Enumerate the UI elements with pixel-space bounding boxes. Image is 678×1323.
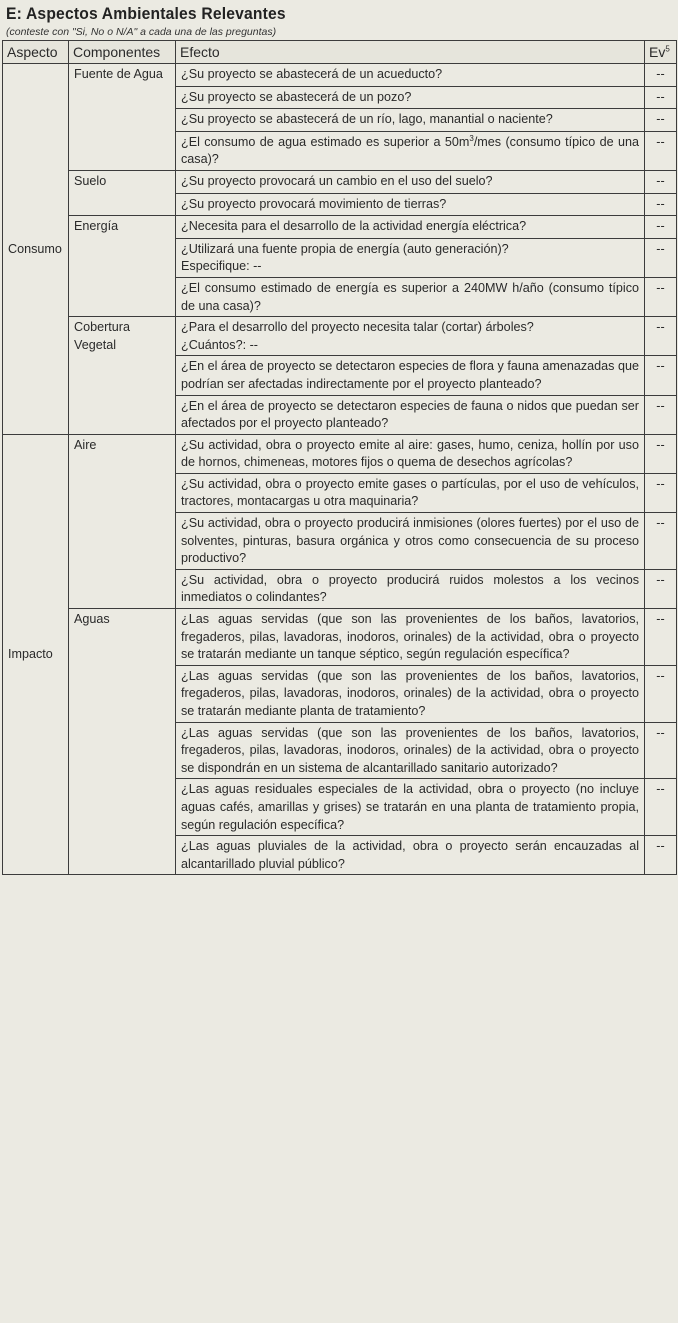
efecto-cell bbox=[176, 131, 645, 170]
ev-answer-cell: -- bbox=[645, 569, 677, 608]
efecto-specify-line: ¿Cuántos?: -- bbox=[181, 337, 258, 352]
ev-answer-cell: -- bbox=[645, 170, 677, 193]
ev-answer-cell: -- bbox=[645, 277, 677, 316]
efecto-text: ¿Su proyecto provocará movimiento de tierras? bbox=[181, 196, 447, 211]
efecto-text: ¿Su actividad, obra o proyecto emite al aire: gases, humo, ceniza, hollín por uso de hornos, chimeneas, motores fijos o quema de desechos agrícolas? bbox=[181, 437, 639, 470]
efecto-text-cont: /mes (consumo típico de una casa)? bbox=[181, 134, 639, 167]
efecto-cell bbox=[176, 473, 645, 512]
efecto-text: ¿Las aguas servidas (que son las provenientes de los baños, lavatorios, fregaderos, pilas, lavadoras, inodoros, orinales) de la actividad, obra o proyecto se tratarán mediante planta de tratamiento? bbox=[181, 668, 639, 718]
table-row bbox=[3, 216, 677, 239]
header-ev-label: Ev bbox=[649, 44, 666, 60]
ev-answer-cell: -- bbox=[645, 722, 677, 779]
ev-answer-cell: -- bbox=[645, 356, 677, 395]
ev-answer-cell: -- bbox=[645, 109, 677, 132]
componente-cell: Aire bbox=[69, 434, 176, 608]
efecto-text: ¿Su proyecto se abastecerá de un pozo? bbox=[181, 89, 412, 104]
efecto-cell bbox=[176, 216, 645, 239]
componente-cell: Suelo bbox=[69, 170, 176, 215]
ev-answer-cell: -- bbox=[645, 434, 677, 473]
efecto-superscript: 3 bbox=[469, 133, 474, 143]
efecto-cell bbox=[176, 513, 645, 570]
efecto-text: ¿Su actividad, obra o proyecto producirá ruidos molestos a los vecinos inmediatos o colindantes? bbox=[181, 572, 639, 605]
efecto-cell bbox=[176, 86, 645, 109]
section-instruction: (conteste con "Si, No o N/A" a cada una de las preguntas) bbox=[6, 26, 277, 38]
efecto-text: ¿El consumo de agua estimado es superior a 50m bbox=[181, 134, 470, 149]
ev-answer-cell: -- bbox=[645, 193, 677, 216]
componente-cell: Aguas bbox=[69, 609, 176, 875]
table-row bbox=[3, 170, 677, 193]
ev-answer-cell: -- bbox=[645, 836, 677, 875]
efecto-specify-line: Especifique: -- bbox=[181, 259, 262, 274]
efecto-cell bbox=[176, 109, 645, 132]
aspecto-cell: Consumo bbox=[3, 64, 69, 435]
efecto-text: ¿Las aguas servidas (que son las provenientes de los baños, lavatorios, fregaderos, pilas, lavadoras, inodoros, orinales) de la actividad, obra o proyecto se tratarán mediante un tanque séptico, según regulación específica? bbox=[181, 612, 639, 662]
componente-cell: Fuente de Agua bbox=[69, 64, 176, 171]
efecto-cell bbox=[176, 64, 645, 87]
efecto-text: ¿Su actividad, obra o proyecto emite gases o partículas, por el uso de vehículos, tractores, montacargas u otra maquinaria? bbox=[181, 476, 639, 509]
efecto-text: ¿Utilizará una fuente propia de energía (auto generación)? bbox=[181, 241, 509, 256]
environmental-aspects-table bbox=[2, 40, 677, 875]
header-aspecto: Aspecto bbox=[3, 41, 69, 64]
efecto-text: ¿Su proyecto se abastecerá de un acueducto? bbox=[181, 67, 443, 81]
header-ev-footnote: 5 bbox=[665, 44, 670, 54]
table-row bbox=[3, 609, 677, 666]
efecto-text: ¿Su actividad, obra o proyecto producirá inmisiones (olores fuertes) por el uso de solventes, pinturas, basura orgánica y otros como consecuencia de su proceso productivo? bbox=[181, 516, 639, 566]
efecto-cell bbox=[176, 277, 645, 316]
table-row bbox=[3, 434, 677, 473]
ev-answer-cell: -- bbox=[645, 216, 677, 239]
table-row bbox=[3, 317, 677, 356]
efecto-text: ¿Las aguas pluviales de la actividad, obra o proyecto serán encauzadas al alcantarillado pluvial público? bbox=[181, 839, 639, 871]
efecto-text: ¿En el área de proyecto se detectaron especies de flora y fauna amenazadas que podrían ser afectadas indirectamente por el proyecto planteado? bbox=[181, 359, 639, 391]
efecto-text: ¿El consumo estimado de energía es superior a 240MW h/año (consumo típico de una casa)? bbox=[181, 280, 639, 313]
table-row bbox=[3, 64, 677, 87]
efecto-cell bbox=[176, 238, 645, 277]
efecto-cell bbox=[176, 193, 645, 216]
efecto-text: ¿Necesita para el desarrollo de la actividad energía eléctrica? bbox=[181, 219, 527, 234]
ev-answer-cell: -- bbox=[645, 513, 677, 570]
table-body bbox=[3, 64, 677, 875]
ev-answer-cell: -- bbox=[645, 64, 677, 87]
ev-answer-cell: -- bbox=[645, 665, 677, 722]
table-header-row bbox=[3, 41, 677, 64]
efecto-cell bbox=[176, 836, 645, 875]
efecto-cell bbox=[176, 569, 645, 608]
ev-answer-cell: -- bbox=[645, 86, 677, 109]
efecto-text: ¿Su proyecto provocará un cambio en el uso del suelo? bbox=[181, 173, 493, 188]
efecto-cell bbox=[176, 779, 645, 836]
efecto-cell bbox=[176, 356, 645, 395]
componente-cell: Cobertura Vegetal bbox=[69, 317, 176, 435]
componente-cell: Energía bbox=[69, 216, 176, 317]
ev-answer-cell: -- bbox=[645, 395, 677, 434]
efecto-cell bbox=[176, 665, 645, 722]
efecto-text: ¿Su proyecto se abastecerá de un río, lago, manantial o naciente? bbox=[181, 112, 553, 127]
efecto-cell bbox=[176, 434, 645, 473]
ev-answer-cell: -- bbox=[645, 238, 677, 277]
header-componentes: Componentes bbox=[69, 41, 176, 64]
ev-answer-cell: -- bbox=[645, 131, 677, 170]
efecto-text: ¿Las aguas servidas (que son las provenientes de los baños, lavatorios, fregaderos, pilas, lavadoras, inodoros, orinales) de la actividad, obra o proyecto se dispondrán en un sistema de alcantarillado sanitario autorizado? bbox=[181, 725, 639, 775]
efecto-cell bbox=[176, 395, 645, 434]
efecto-text: ¿Para el desarrollo del proyecto necesita talar (cortar) árboles? bbox=[181, 320, 534, 335]
ev-answer-cell: -- bbox=[645, 317, 677, 356]
efecto-cell bbox=[176, 609, 645, 666]
efecto-cell bbox=[176, 722, 645, 779]
ev-answer-cell: -- bbox=[645, 609, 677, 666]
aspecto-cell: Impacto bbox=[3, 434, 69, 875]
efecto-text: ¿Las aguas residuales especiales de la actividad, obra o proyecto (no incluye aguas cafés, amarillas y grises) se tratarán en una planta de tratamiento propia, según regulación específica? bbox=[181, 782, 639, 832]
ev-answer-cell: -- bbox=[645, 779, 677, 836]
efecto-cell bbox=[176, 317, 645, 356]
header-ev bbox=[645, 41, 677, 64]
efecto-text: ¿En el área de proyecto se detectaron especies de fauna o nidos que puedan ser afectados por el proyecto planteado? bbox=[181, 398, 639, 431]
header-efecto: Efecto bbox=[176, 41, 645, 64]
section-title: E: Aspectos Ambientales Relevantes bbox=[6, 4, 286, 23]
efecto-cell bbox=[176, 170, 645, 193]
ev-answer-cell: -- bbox=[645, 473, 677, 512]
